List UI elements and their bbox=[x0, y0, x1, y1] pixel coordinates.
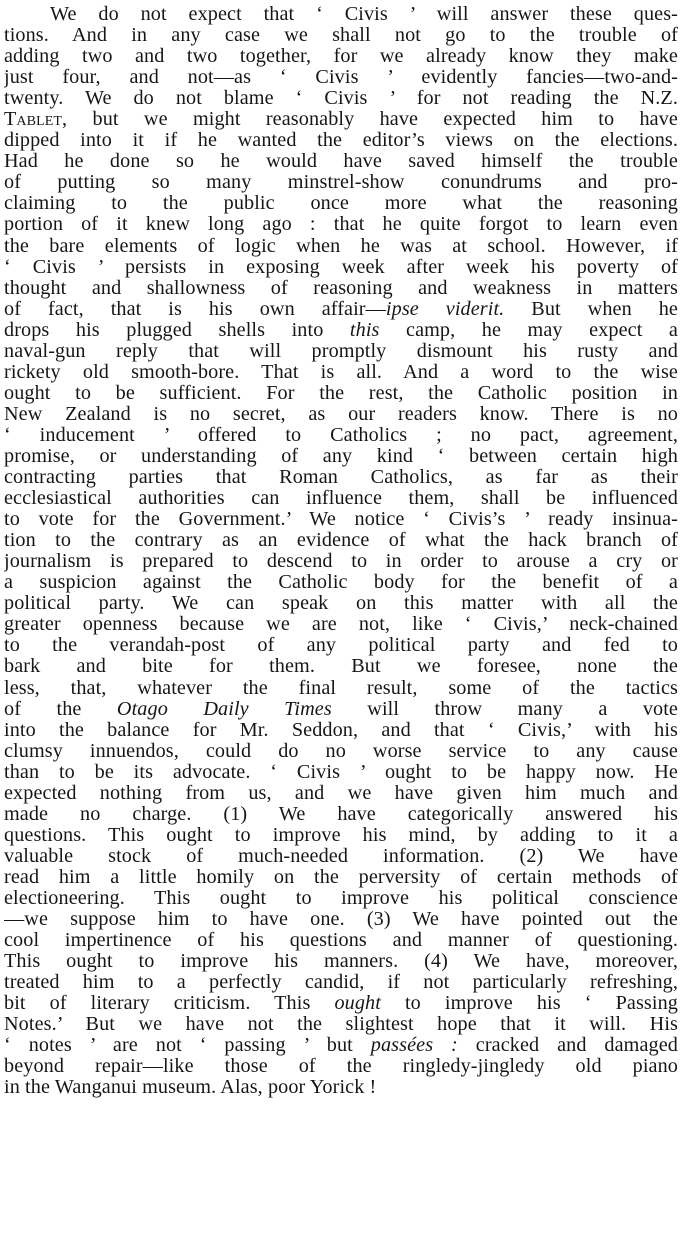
text-run: journalism is prepared to descend to in order to arouse a cry or bbox=[4, 551, 678, 573]
text-line bbox=[4, 993, 678, 1014]
text-run: electioneering. This ought to improve his political conscience bbox=[4, 887, 678, 909]
text-run: beyond repair—like those of the ringledy-jingledy old piano bbox=[4, 1056, 678, 1078]
italic-run: passées : bbox=[370, 1035, 458, 1057]
text-run: expected nothing from us, and we have given him much and bbox=[4, 782, 678, 804]
text-line bbox=[4, 1035, 678, 1056]
article-body bbox=[4, 4, 678, 1098]
text-run: Had he done so he would have saved himself the trouble bbox=[4, 151, 678, 173]
italic-run: this bbox=[349, 319, 380, 341]
text-run: less, that, whatever the final result, some of the tactics bbox=[4, 677, 678, 699]
text-run: But when he bbox=[504, 298, 678, 320]
text-line bbox=[4, 909, 678, 930]
text-run: read him a little homily on the perversity of certain methods of bbox=[4, 866, 678, 888]
text-line bbox=[4, 67, 678, 88]
text-run: to vote for the Government.’ We notice ‘ Civis’s ’ ready insinua- bbox=[4, 509, 678, 531]
text-line bbox=[4, 299, 678, 320]
text-line bbox=[4, 425, 678, 446]
text-run: This ought to improve his manners. (4) We have, moreover, bbox=[4, 951, 678, 973]
text-line bbox=[4, 130, 678, 151]
text-run: thought and shallowness of reasoning and weakness in matters bbox=[4, 277, 678, 299]
text-run: portion of it knew long ago : that he quite forgot to learn even bbox=[4, 214, 678, 236]
text-run: will throw many a vote bbox=[331, 698, 678, 720]
text-run: just four, and not—as ‘ Civis ’ evidently fancies—two-and- bbox=[4, 67, 678, 89]
text-line bbox=[4, 278, 678, 299]
text-line bbox=[4, 720, 678, 741]
text-run: cool impertinence of his questions and manner of questioning. bbox=[4, 930, 678, 952]
italic-run: ought bbox=[334, 993, 381, 1015]
text-line bbox=[4, 362, 678, 383]
small-caps-run: Tablet bbox=[4, 109, 63, 131]
text-line bbox=[4, 193, 678, 214]
text-run: clumsy innuendos, could do no worse service to any cause bbox=[4, 740, 678, 762]
text-line bbox=[4, 593, 678, 614]
text-line bbox=[4, 846, 678, 867]
text-line bbox=[4, 867, 678, 888]
text-line bbox=[4, 1077, 678, 1098]
text-line bbox=[4, 341, 678, 362]
text-run: ‘ notes ’ are not ‘ passing ’ but bbox=[4, 1035, 371, 1057]
text-run: bark and bite for them. But we foresee, none the bbox=[4, 656, 678, 678]
text-run: than to be its advocate. ‘ Civis ’ ought to be happy now. He bbox=[4, 761, 678, 783]
text-line bbox=[4, 4, 678, 25]
text-line bbox=[4, 930, 678, 951]
text-run: dipped into it if he wanted the editor’s views on the elections. bbox=[4, 130, 678, 152]
text-run: ecclesiastical authorities can influence them, shall be influenced bbox=[4, 488, 678, 510]
text-run: Notes.’ But we have not the slightest hope that it will. His bbox=[4, 1014, 678, 1036]
text-line bbox=[4, 151, 678, 172]
text-run: in the Wanganui museum. Alas, poor Yorick ! bbox=[4, 1077, 377, 1099]
text-line bbox=[4, 172, 678, 193]
text-run: into the balance for Mr. Seddon, and that ‘ Civis,’ with his bbox=[4, 719, 678, 741]
text-line bbox=[4, 214, 678, 235]
text-run: the bare elements of logic when he was at school. However, if bbox=[4, 235, 678, 257]
text-run: bit of literary criticism. This bbox=[4, 993, 335, 1015]
text-run: questions. This ought to improve his mind, by adding to it a bbox=[4, 824, 678, 846]
text-line bbox=[4, 404, 678, 425]
text-run: ought to be sufficient. For the rest, the Catholic position in bbox=[4, 382, 678, 404]
text-line bbox=[4, 783, 678, 804]
text-line bbox=[4, 109, 678, 130]
text-run: tions. And in any case we shall not go to the trouble of bbox=[4, 25, 678, 47]
text-run: —we suppose him to have one. (3) We have pointed out the bbox=[4, 909, 678, 931]
text-run: of putting so many minstrel-show conundrums and pro- bbox=[4, 172, 678, 194]
text-run: cracked and damaged bbox=[457, 1035, 678, 1057]
text-run: adding two and two together, for we already know they make bbox=[4, 46, 678, 68]
text-run: valuable stock of much-needed information. (2) We have bbox=[4, 845, 678, 867]
text-line bbox=[4, 467, 678, 488]
text-run: greater openness because we are not, like ‘ Civis,’ neck-chained bbox=[4, 614, 678, 636]
text-run: of fact, that is his own affair— bbox=[4, 298, 386, 320]
text-run: claiming to the public once more what the reasoning bbox=[4, 193, 678, 215]
text-line bbox=[4, 257, 678, 278]
text-run: naval-gun reply that will promptly dismount his rusty and bbox=[4, 340, 678, 362]
text-run: a suspicion against the Catholic body for the benefit of a bbox=[4, 572, 678, 594]
text-run: to improve his ‘ Passing bbox=[380, 993, 678, 1015]
text-line bbox=[4, 572, 678, 593]
text-line bbox=[4, 551, 678, 572]
text-run: political party. We can speak on this matter with all the bbox=[4, 593, 678, 615]
text-run: treated him to a perfectly candid, if not particularly refreshing, bbox=[4, 972, 678, 994]
text-run: rickety old smooth-bore. That is all. And a word to the wise bbox=[4, 361, 678, 383]
text-line bbox=[4, 888, 678, 909]
text-line bbox=[4, 699, 678, 720]
text-run: drops his plugged shells into bbox=[4, 319, 350, 341]
text-line bbox=[4, 88, 678, 109]
text-run: made no charge. (1) We have categorically answered his bbox=[4, 803, 678, 825]
text-run: New Zealand is no secret, as our readers know. There is no bbox=[4, 403, 678, 425]
text-line bbox=[4, 1056, 678, 1077]
text-run: contracting parties that Roman Catholics, as far as their bbox=[4, 467, 678, 489]
text-run: ‘ Civis ’ persists in exposing week after week his poverty of bbox=[4, 256, 678, 278]
text-line bbox=[4, 320, 678, 341]
text-line bbox=[4, 46, 678, 67]
text-line bbox=[4, 678, 678, 699]
text-line bbox=[4, 614, 678, 635]
text-line bbox=[4, 804, 678, 825]
italic-run: Otago Daily Times bbox=[116, 698, 332, 720]
text-line bbox=[4, 236, 678, 257]
text-run: promise, or understanding of any kind ‘ between certain high bbox=[4, 445, 678, 467]
text-line bbox=[4, 741, 678, 762]
text-line bbox=[4, 762, 678, 783]
text-line bbox=[4, 509, 678, 530]
text-run: twenty. We do not blame ‘ Civis ’ for not reading the N.Z. bbox=[4, 88, 678, 110]
text-line bbox=[4, 1014, 678, 1035]
text-line bbox=[4, 25, 678, 46]
text-line bbox=[4, 972, 678, 993]
text-run: of the bbox=[4, 698, 117, 720]
text-line bbox=[4, 446, 678, 467]
text-run: , but we might reasonably have expected him to have bbox=[62, 109, 678, 131]
italic-run: ipse viderit. bbox=[385, 298, 505, 320]
text-line bbox=[4, 635, 678, 656]
text-line bbox=[4, 383, 678, 404]
text-run: camp, he may expect a bbox=[379, 319, 678, 341]
text-line bbox=[4, 488, 678, 509]
text-run: tion to the contrary as an evidence of what the hack branch of bbox=[4, 530, 678, 552]
text-run: to the verandah-post of any political party and fed to bbox=[4, 635, 678, 657]
text-line bbox=[4, 825, 678, 846]
text-run: We do not expect that ‘ Civis ’ will answer these ques- bbox=[50, 4, 678, 25]
text-line bbox=[4, 656, 678, 677]
text-run: ‘ inducement ’ offered to Catholics ; no pact, agreement, bbox=[4, 424, 678, 446]
text-line bbox=[4, 530, 678, 551]
text-line bbox=[4, 951, 678, 972]
